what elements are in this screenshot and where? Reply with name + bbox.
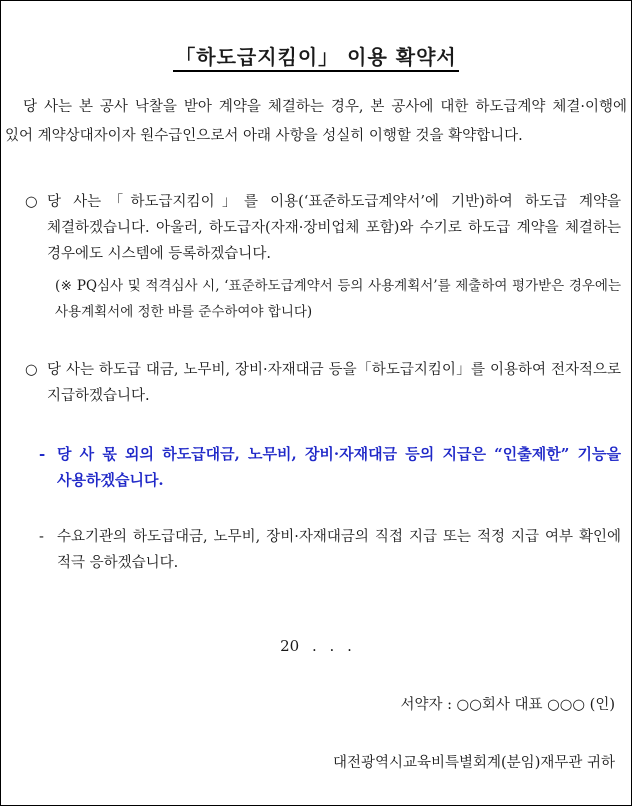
- intro-paragraph: 당 사는 본 공사 낙찰을 받아 계약을 체결하는 경우, 본 공사에 대한 하도급계약 체결·이행에 있어 계약상대자이자 원수급인으로서 아래 사항을 성실히 이행할 것을 확약합니다.: [5, 99, 627, 144]
- direct-payment-text: 수요기관의 하도급대금, 노무비, 장비·자재대금의 직접 지급 또는 적정 지급 여부 확인에 적극 응하겠습니다.: [57, 529, 621, 571]
- recipient-line: 대전광역시교육비특별회계(분임)재무관 귀하: [332, 755, 615, 771]
- direct-payment-pledge: [39, 524, 621, 576]
- pledge-item-2: [25, 357, 621, 409]
- date-line: [1, 637, 631, 655]
- circle-bullet-icon: ○: [25, 362, 38, 378]
- pq-note: (※ PQ심사 및 적격심사 시, ‘표준하도급계약서 등의 사용계획서’를 제출하여 평가받은 경우에는 사용계획서에 정한 바를 준수하여야 합니다): [55, 278, 621, 320]
- dash-bullet-icon: -: [39, 529, 44, 545]
- withdrawal-restriction-pledge: [39, 441, 621, 493]
- circle-bullet-icon: ○: [25, 194, 38, 210]
- pledge-item-1: [25, 189, 621, 267]
- date-dot-3: .: [347, 637, 352, 655]
- document-title: [1, 41, 631, 70]
- document-title-text: 「하도급지킴이」 이용 확약서: [173, 45, 458, 72]
- date-dot-2: .: [329, 637, 335, 655]
- pledge-item-2-text: 당 사는 하도급 대금, 노무비, 장비·자재대금 등을「하도급지킴이」를 이용하여 전자적으로 지급하겠습니다.: [47, 362, 621, 404]
- dash-bullet-icon: -: [39, 445, 46, 463]
- date-year-prefix: 20: [280, 637, 300, 655]
- pledge-item-1-text: 당 사는「하도급지킴이」를 이용(‘표준하도급계약서’에 기반)하여 하도급 계약을 체결하겠습니다. 아울러, 하도급자(자재·장비업체 포함)와 수기로 하도급 계약을 체결하는 경우에도 시스템에 등록하겠습니다.: [47, 194, 621, 262]
- signer-line: 서약자 : ○○회사 대표 ○○○ (인): [400, 697, 615, 713]
- withdrawal-restriction-text: 당 사 몫 외의 하도급대금, 노무비, 장비·자재대금 등의 지급은 “인출제한” 기능을 사용하겠습니다.: [57, 445, 621, 489]
- date-dot-1: .: [311, 637, 317, 655]
